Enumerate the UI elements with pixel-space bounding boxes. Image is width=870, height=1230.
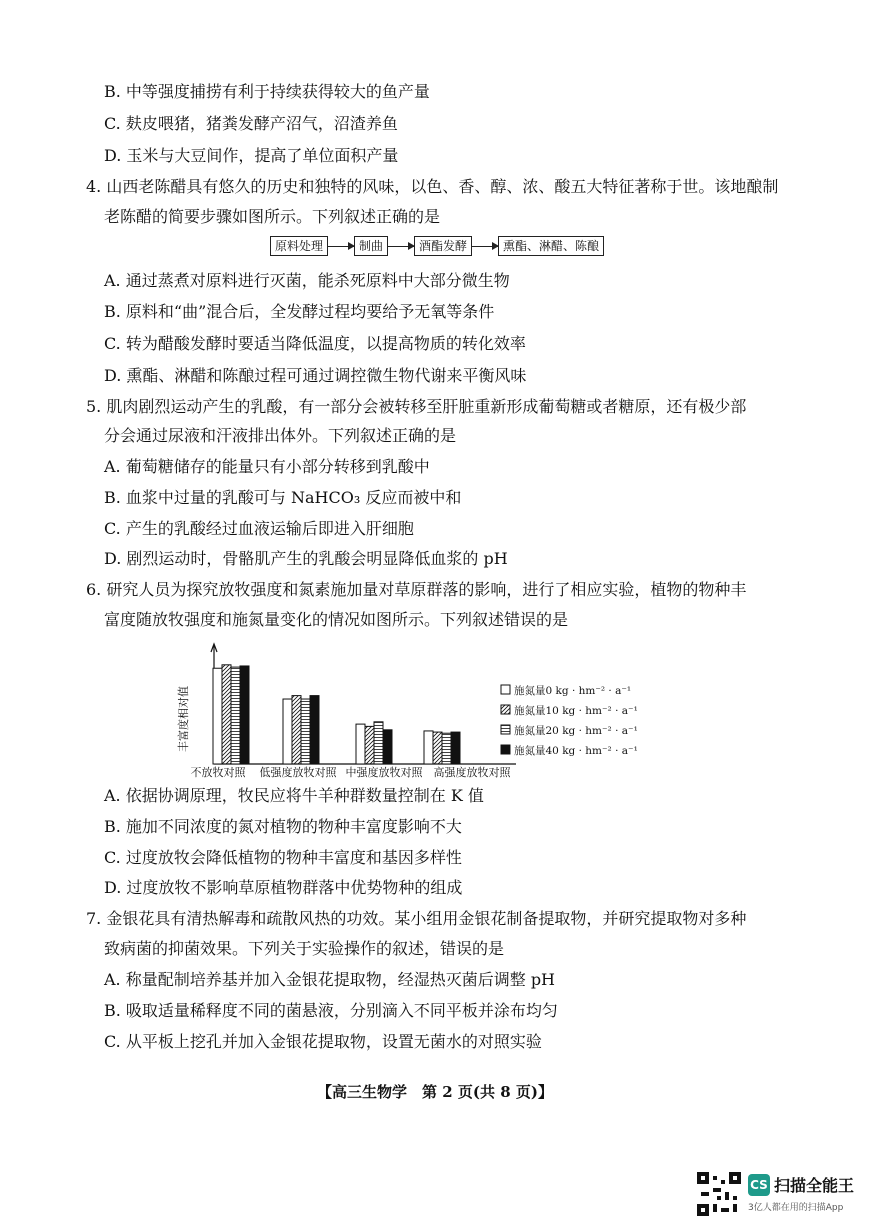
legend-swatch: [501, 725, 510, 734]
flow-step-1: 原料处理: [270, 236, 328, 256]
bar-1-1: [292, 696, 301, 764]
q3-option-c: C. 麸皮喂猪，猪粪发酵产沼气，沼渣养鱼: [104, 114, 398, 133]
q6-option-c: C. 过度放牧会降低植物的物种丰富度和基因多样性: [104, 848, 462, 867]
legend-label: 施氮量0 kg · hm⁻² · a⁻¹: [514, 685, 632, 697]
q4-stem-line1: 4. 山西老陈醋具有悠久的历史和独特的风味，以色、香、醇、浓、酸五大特征著称于世。该地酿制: [86, 177, 779, 196]
q5-option-a: A. 葡萄糖储存的能量只有小部分转移到乳酸中: [104, 457, 430, 476]
process-flowchart: [270, 236, 604, 256]
flow-arrow-icon: [388, 246, 414, 247]
q3-option-b: B. 中等强度捕捞有利于持续获得较大的鱼产量: [104, 82, 430, 101]
bar-1-2: [301, 699, 310, 764]
richness-bar-chart: [170, 640, 690, 782]
q5-option-b: B. 血浆中过量的乳酸可与 NaHCO₃ 反应而被中和: [104, 488, 462, 507]
q7-option-b: B. 吸取适量稀释度不同的菌悬液，分别滴入不同平板并涂布均匀: [104, 1001, 558, 1020]
flow-arrow-icon: [472, 246, 498, 247]
scanner-brand-slogan: 3亿人都在用的扫描App: [748, 1203, 844, 1213]
q4-option-c: C. 转为醋酸发酵时要适当降低温度，以提高物质的转化效率: [104, 334, 526, 353]
flow-arrow-icon: [328, 246, 354, 247]
q5-stem-line2: 分会通过尿液和汗液排出体外。下列叙述正确的是: [104, 426, 457, 445]
q5-option-c: C. 产生的乳酸经过血液运输后即进入肝细胞: [104, 519, 414, 538]
bar-0-3: [240, 666, 249, 764]
q3-option-d: D. 玉米与大豆间作，提高了单位面积产量: [104, 146, 399, 165]
flow-step-2: 制曲: [354, 236, 388, 256]
q4-option-a: A. 通过蒸煮对原料进行灭菌，能杀死原料中大部分微生物: [104, 271, 510, 290]
q6-option-a: A. 依据协调原理，牧民应将牛羊种群数量控制在 K 值: [104, 786, 484, 805]
q4-option-d: D. 熏酯、淋醋和陈酿过程可通过调控微生物代谢来平衡风味: [104, 366, 527, 385]
q5-stem-line1: 5. 肌肉剧烈运动产生的乳酸，有一部分会被转移至肝脏重新形成葡萄糖或者糖原，还有极少部: [86, 397, 747, 416]
q7-stem-line2: 致病菌的抑菌效果。下列关于实验操作的叙述，错误的是: [104, 939, 505, 958]
scanner-logo-icon: CS: [748, 1174, 770, 1196]
bar-1-0: [283, 699, 292, 764]
bar-0-2: [231, 667, 240, 764]
page-footer: 【高三生物学 第 2 页(共 8 页)】: [317, 1083, 553, 1101]
scanner-brand-name: 扫描全能王: [774, 1176, 855, 1195]
chart-bars: [213, 665, 460, 764]
q6-stem-line2: 富度随放牧强度和施氮量变化的情况如图所示。下列叙述错误的是: [104, 610, 569, 629]
chart-x-labels: [191, 765, 512, 779]
x-tick-label: 不放牧对照: [190, 766, 246, 779]
q7-option-a: A. 称量配制培养基并加入金银花提取物，经湿热灭菌后调整 pH: [104, 970, 556, 989]
legend-label: 施氮量40 kg · hm⁻² · a⁻¹: [514, 745, 638, 757]
q7-stem-line1: 7. 金银花具有清热解毒和疏散风热的功效。某小组用金银花制备提取物，并研究提取物对多种: [86, 909, 747, 928]
legend-swatch: [501, 685, 510, 694]
bar-3-1: [433, 732, 442, 764]
flow-step-3: 酒酯发酵: [414, 236, 472, 256]
q4-option-b: B. 原料和“曲”混合后，全发酵过程均要给予无氧等条件: [104, 302, 495, 321]
legend-label: 施氮量20 kg · hm⁻² · a⁻¹: [514, 725, 638, 737]
flow-step-4: 熏酯、淋醋、陈酿: [498, 236, 604, 256]
q4-stem-line2: 老陈醋的简要步骤如图所示。下列叙述正确的是: [104, 207, 441, 226]
chart-y-axis-label: 丰富度相对值: [177, 686, 190, 752]
q6-option-b: B. 施加不同浓度的氮对植物的物种丰富度影响不大: [104, 817, 462, 836]
q6-option-d: D. 过度放牧不影响草原植物群落中优势物种的组成: [104, 878, 463, 897]
bar-0-1: [222, 665, 231, 764]
bar-0-0: [213, 668, 222, 764]
legend-swatch: [501, 705, 510, 714]
bar-2-2: [374, 722, 383, 764]
bar-2-1: [365, 726, 374, 764]
legend-swatch: [501, 745, 510, 754]
bar-3-2: [442, 733, 451, 764]
x-tick-label: 中强度放牧对照: [345, 766, 423, 779]
bar-3-0: [424, 731, 433, 764]
q5-option-d: D. 剧烈运动时，骨骼肌产生的乳酸会明显降低血浆的 pH: [104, 549, 508, 568]
q7-option-c: C. 从平板上挖孔并加入金银花提取物，设置无菌水的对照实验: [104, 1032, 542, 1051]
bar-2-0: [356, 724, 365, 764]
bar-2-3: [383, 730, 392, 764]
legend-label: 施氮量10 kg · hm⁻² · a⁻¹: [514, 705, 638, 717]
q6-stem-line1: 6. 研究人员为探究放牧强度和氮素施加量对草原群落的影响，进行了相应实验，植物的物种丰: [86, 580, 747, 599]
x-tick-label: 低强度放牧对照: [259, 766, 337, 779]
x-tick-label: 高强度放牧对照: [433, 766, 511, 779]
qr-code-icon: [697, 1172, 741, 1216]
bar-1-3: [310, 696, 319, 764]
bar-3-3: [451, 732, 460, 764]
chart-legend: [501, 684, 638, 757]
